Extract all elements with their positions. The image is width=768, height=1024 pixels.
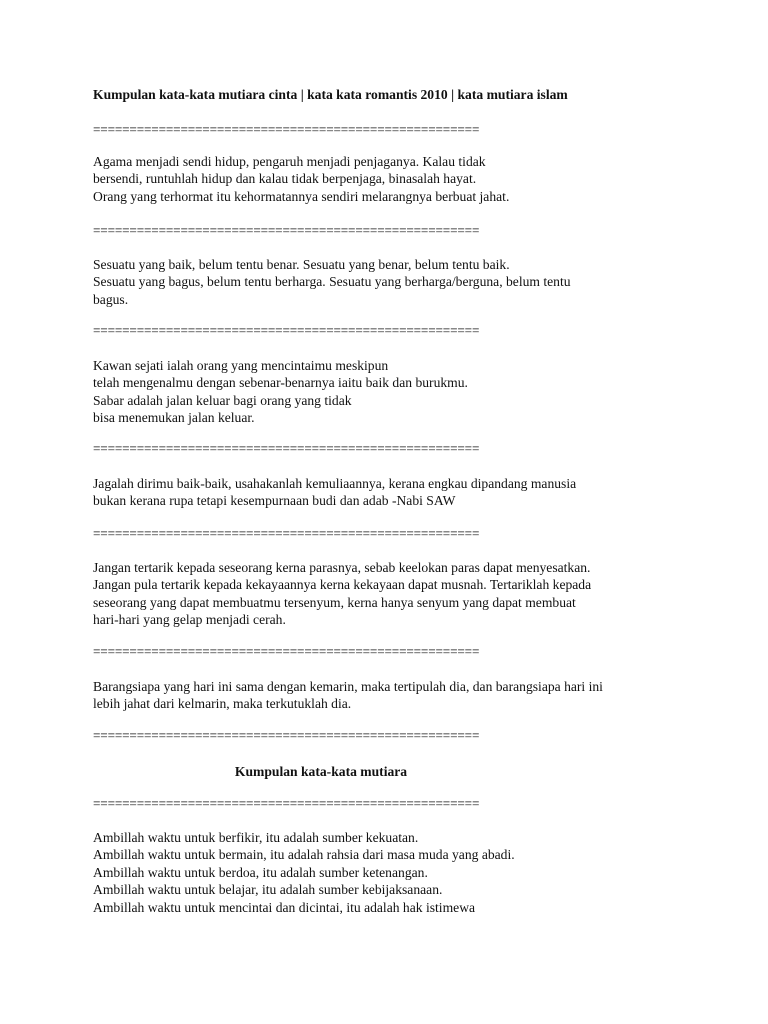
quote-paragraph-3: [93, 357, 468, 427]
quote-line: Ambillah waktu untuk mencintai dan dicintai, itu adalah hak istimewa: [93, 899, 476, 915]
quote-paragraph-7: [93, 829, 515, 916]
section-subheading: Kumpulan kata-kata mutiara: [234, 764, 408, 779]
quote-line: Agama menjadi sendi hidup, pengaruh menjadi penjaganya. Kalau tidak: [93, 154, 486, 169]
quote-line: Sesuatu yang bagus, belum tentu berharga. Sesuatu yang berharga/berguna, belum tentu: [93, 274, 571, 290]
separator-line: =====================================================: [93, 644, 480, 659]
quote-line: Sesuatu yang baik, belum tentu benar. Sesuatu yang benar, belum tentu baik.: [93, 257, 510, 272]
quote-line: Ambillah waktu untuk belajar, itu adalah sumber kebijaksanaan.: [93, 882, 443, 898]
quote-paragraph-1: [93, 153, 509, 205]
quote-line: Kawan sejati ialah orang yang mencintaimu meskipun: [93, 358, 389, 373]
quote-line: Ambillah waktu untuk berdoa, itu adalah sumber ketenangan.: [93, 864, 428, 880]
separator-line: =====================================================: [93, 223, 480, 238]
quote-line: bersendi, runtuhlah hidup dan kalau tidak berpenjaga, binasalah hayat.: [93, 171, 477, 187]
quote-line: Sabar adalah jalan keluar bagi orang yang tidak: [93, 392, 352, 408]
quote-paragraph-2: [93, 256, 571, 308]
quote-line: Ambillah waktu untuk bermain, itu adalah rahsia dari masa muda yang abadi.: [93, 847, 515, 863]
quote-paragraph-4: [93, 475, 576, 510]
quote-line: Jangan tertarik kepada seseorang kerna parasnya, sebab keelokan paras dapat menyesatkan.: [93, 560, 591, 575]
separator-line: =====================================================: [93, 526, 480, 541]
document-title: Kumpulan kata-kata mutiara cinta | kata kata romantis 2010 | kata mutiara islam: [93, 87, 568, 102]
separator-line: =====================================================: [93, 796, 480, 811]
quote-line: Jagalah dirimu baik-baik, usahakanlah kemuliaannya, kerana engkau dipandang manusia: [93, 476, 577, 491]
quote-line: telah mengenalmu dengan sebenar-benarnya iaitu baik dan burukmu.: [93, 375, 468, 391]
quote-paragraph-6: [93, 678, 603, 713]
quote-line: Ambillah waktu untuk berfikir, itu adalah sumber kekuatan.: [93, 830, 419, 845]
quote-line: lebih jahat dari kelmarin, maka terkutuklah dia.: [93, 696, 352, 712]
separator-line: =====================================================: [93, 728, 480, 743]
quote-line: bisa menemukan jalan keluar.: [93, 410, 255, 426]
quote-line: seseorang yang dapat membuatmu tersenyum, kerna hanya senyum yang dapat membuat: [93, 594, 576, 610]
quote-line: Barangsiapa yang hari ini sama dengan kemarin, maka tertipulah dia, dan barangsiapa hari ini: [93, 679, 603, 694]
quote-paragraph-5: [93, 559, 591, 629]
quote-line: bukan kerana rupa tetapi kesempurnaan budi dan adab -Nabi SAW: [93, 493, 456, 509]
separator-line: =====================================================: [93, 323, 480, 338]
quote-line: Orang yang terhormat itu kehormatannya sendiri melarangnya berbuat jahat.: [93, 188, 510, 204]
quote-line: hari-hari yang gelap menjadi cerah.: [93, 612, 286, 628]
quote-line: bagus.: [93, 291, 129, 307]
separator-line: =====================================================: [93, 441, 480, 456]
separator-line: =====================================================: [93, 122, 480, 137]
quote-line: Jangan pula tertarik kepada kekayaannya kerna kekayaan dapat musnah. Tertariklah kepada: [93, 577, 592, 593]
